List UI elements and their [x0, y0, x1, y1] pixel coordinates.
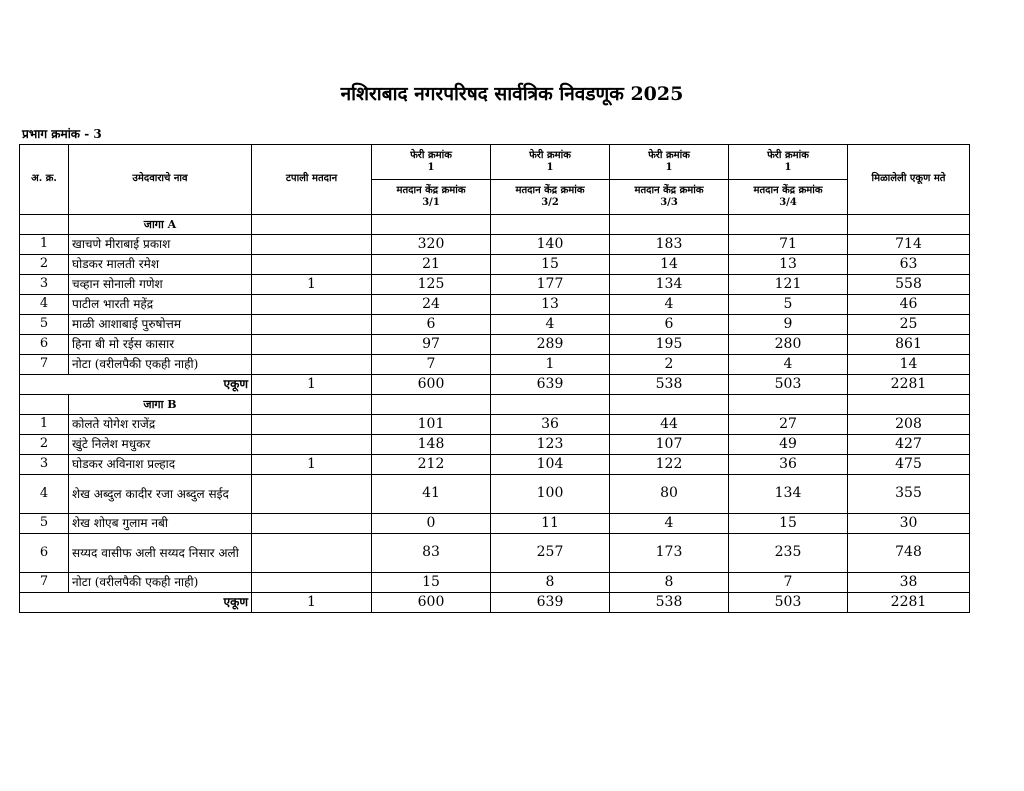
- booth-votes-4: 280: [729, 335, 848, 355]
- section-row: [20, 395, 970, 415]
- booth-total-1: 600: [372, 375, 491, 395]
- booth-votes-1: 320: [372, 235, 491, 255]
- table-row: [20, 255, 970, 275]
- table-row: [20, 415, 970, 435]
- booth-total-2: 639: [491, 375, 610, 395]
- booth-votes-1: 212: [372, 455, 491, 475]
- header-total: मिळालेली एकूण मते: [848, 145, 970, 215]
- booth-votes-2: 289: [491, 335, 610, 355]
- table-row: [20, 315, 970, 335]
- postal-votes: [252, 295, 372, 315]
- booth-votes-3: 107: [610, 435, 729, 455]
- booth-total-4: 503: [729, 593, 848, 613]
- booth-total-3: 538: [610, 375, 729, 395]
- booth-votes-3: 2: [610, 355, 729, 375]
- empty-cell: [252, 395, 372, 415]
- booth-votes-2: 15: [491, 255, 610, 275]
- booth-total-4: 503: [729, 375, 848, 395]
- empty-cell: [372, 215, 491, 235]
- total-row: [20, 593, 970, 613]
- booth-votes-1: 97: [372, 335, 491, 355]
- booth-votes-2: 36: [491, 415, 610, 435]
- total-votes: 25: [848, 315, 970, 335]
- section-label: जागा A: [69, 215, 252, 235]
- sr-cell: 4: [20, 295, 69, 315]
- section-row: [20, 215, 970, 235]
- booth-total-1: 600: [372, 593, 491, 613]
- booth-total-3: 538: [610, 593, 729, 613]
- booth-votes-2: 104: [491, 455, 610, 475]
- postal-votes: [252, 355, 372, 375]
- sr-cell: 6: [20, 335, 69, 355]
- empty-cell: [372, 395, 491, 415]
- booth-votes-1: 83: [372, 534, 491, 573]
- page-title: नशिराबाद नगरपरिषद सार्वत्रिक निवडणूक 2025: [340, 83, 684, 105]
- postal-votes: [252, 435, 372, 455]
- total-label: एकूण: [20, 375, 252, 395]
- total-votes: 714: [848, 235, 970, 255]
- postal-total: 1: [252, 375, 372, 395]
- postal-votes: [252, 415, 372, 435]
- header-sr: अ. क्र.: [20, 145, 69, 215]
- booth-votes-3: 80: [610, 475, 729, 514]
- booth-votes-2: 4: [491, 315, 610, 335]
- empty-cell: [610, 215, 729, 235]
- booth-votes-3: 122: [610, 455, 729, 475]
- table-row: [20, 455, 970, 475]
- booth-votes-4: 49: [729, 435, 848, 455]
- total-votes: 14: [848, 355, 970, 375]
- booth-votes-4: 7: [729, 573, 848, 593]
- header-booth-3: मतदान केंद्र क्रमांक 3/3: [610, 180, 729, 215]
- header-round-1: फेरी क्रमांक 1: [372, 145, 491, 180]
- booth-votes-1: 24: [372, 295, 491, 315]
- booth-votes-3: 195: [610, 335, 729, 355]
- booth-votes-3: 8: [610, 573, 729, 593]
- booth-votes-2: 1: [491, 355, 610, 375]
- booth-votes-1: 21: [372, 255, 491, 275]
- postal-votes: [252, 573, 372, 593]
- booth-total-2: 639: [491, 593, 610, 613]
- empty-cell: [491, 395, 610, 415]
- booth-votes-1: 148: [372, 435, 491, 455]
- candidate-name: सय्यद वासीफ अली सय्यद निसार अली: [69, 534, 252, 573]
- booth-votes-1: 7: [372, 355, 491, 375]
- total-votes: 558: [848, 275, 970, 295]
- table-row: [20, 475, 970, 514]
- header-name: उमेदवाराचे नाव: [69, 145, 252, 215]
- booth-votes-2: 257: [491, 534, 610, 573]
- postal-votes: [252, 255, 372, 275]
- booth-votes-3: 4: [610, 295, 729, 315]
- header-round-2: फेरी क्रमांक 1: [491, 145, 610, 180]
- booth-votes-4: 134: [729, 475, 848, 514]
- candidate-name: चव्हान सोनाली गणेश: [69, 275, 252, 295]
- candidate-name: खाचणे मीराबाई प्रकाश: [69, 235, 252, 255]
- candidate-name: शेख अब्दुल कादीर रजा अब्दुल सईद: [69, 475, 252, 514]
- booth-votes-1: 125: [372, 275, 491, 295]
- sr-cell: 7: [20, 573, 69, 593]
- booth-votes-2: 100: [491, 475, 610, 514]
- postal-votes: [252, 235, 372, 255]
- postal-votes: 1: [252, 275, 372, 295]
- booth-votes-3: 4: [610, 514, 729, 534]
- candidate-name: हिना बी मो रईस कासार: [69, 335, 252, 355]
- booth-votes-3: 44: [610, 415, 729, 435]
- booth-votes-1: 6: [372, 315, 491, 335]
- total-votes: 38: [848, 573, 970, 593]
- table-row: [20, 573, 970, 593]
- results-body: [20, 215, 970, 613]
- header-booth-2: मतदान केंद्र क्रमांक 3/2: [491, 180, 610, 215]
- booth-votes-4: 15: [729, 514, 848, 534]
- candidate-name: शेख शोएब गुलाम नबी: [69, 514, 252, 534]
- booth-votes-4: 13: [729, 255, 848, 275]
- sr-cell: 1: [20, 415, 69, 435]
- booth-votes-2: 140: [491, 235, 610, 255]
- total-votes: 861: [848, 335, 970, 355]
- empty-cell: [252, 215, 372, 235]
- booth-votes-1: 15: [372, 573, 491, 593]
- table-row: [20, 335, 970, 355]
- sr-cell: 2: [20, 435, 69, 455]
- candidate-name: खुंटे निलेश मधुकर: [69, 435, 252, 455]
- candidate-name: कोलते योगेश राजेंद्र: [69, 415, 252, 435]
- header-postal: टपाली मतदान: [252, 145, 372, 215]
- empty-cell: [20, 395, 69, 415]
- booth-votes-3: 14: [610, 255, 729, 275]
- booth-votes-1: 0: [372, 514, 491, 534]
- sr-cell: 6: [20, 534, 69, 573]
- header-booth-4: मतदान केंद्र क्रमांक 3/4: [729, 180, 848, 215]
- postal-total: 1: [252, 593, 372, 613]
- booth-votes-2: 8: [491, 573, 610, 593]
- booth-votes-4: 4: [729, 355, 848, 375]
- sr-cell: 3: [20, 275, 69, 295]
- sr-cell: 5: [20, 514, 69, 534]
- table-row: [20, 295, 970, 315]
- total-votes: 475: [848, 455, 970, 475]
- empty-cell: [729, 215, 848, 235]
- sr-cell: 2: [20, 255, 69, 275]
- sr-cell: 7: [20, 355, 69, 375]
- sr-cell: 4: [20, 475, 69, 514]
- candidate-name: नोटा (वरीलपैकी एकही नाही): [69, 355, 252, 375]
- header-round-4: फेरी क्रमांक 1: [729, 145, 848, 180]
- total-votes: 208: [848, 415, 970, 435]
- booth-votes-4: 5: [729, 295, 848, 315]
- total-votes: 30: [848, 514, 970, 534]
- empty-cell: [729, 395, 848, 415]
- booth-votes-2: 177: [491, 275, 610, 295]
- booth-votes-4: 71: [729, 235, 848, 255]
- empty-cell: [610, 395, 729, 415]
- header-round-3: फेरी क्रमांक 1: [610, 145, 729, 180]
- booth-votes-3: 173: [610, 534, 729, 573]
- booth-votes-3: 183: [610, 235, 729, 255]
- table-row: [20, 235, 970, 255]
- candidate-name: घोडकर मालती रमेश: [69, 255, 252, 275]
- postal-votes: [252, 335, 372, 355]
- booth-votes-4: 9: [729, 315, 848, 335]
- total-votes: 63: [848, 255, 970, 275]
- candidate-name: नोटा (वरीलपैकी एकही नाही): [69, 573, 252, 593]
- postal-votes: [252, 315, 372, 335]
- empty-cell: [20, 215, 69, 235]
- table-row: [20, 355, 970, 375]
- booth-votes-2: 13: [491, 295, 610, 315]
- grand-total: 2281: [848, 375, 970, 395]
- total-votes: 46: [848, 295, 970, 315]
- header-booth-1: मतदान केंद्र क्रमांक 3/1: [372, 180, 491, 215]
- total-votes: 355: [848, 475, 970, 514]
- postal-votes: [252, 534, 372, 573]
- grand-total: 2281: [848, 593, 970, 613]
- section-label: जागा B: [69, 395, 252, 415]
- total-votes: 427: [848, 435, 970, 455]
- sr-cell: 5: [20, 315, 69, 335]
- total-label: एकूण: [20, 593, 252, 613]
- sr-cell: 3: [20, 455, 69, 475]
- booth-votes-1: 41: [372, 475, 491, 514]
- candidate-name: माळी आशाबाई पुरुषोत्तम: [69, 315, 252, 335]
- booth-votes-4: 235: [729, 534, 848, 573]
- booth-votes-4: 27: [729, 415, 848, 435]
- table-row: [20, 435, 970, 455]
- booth-votes-2: 123: [491, 435, 610, 455]
- table-row: [20, 275, 970, 295]
- booth-votes-4: 36: [729, 455, 848, 475]
- total-votes: 748: [848, 534, 970, 573]
- empty-cell: [848, 215, 970, 235]
- sr-cell: 1: [20, 235, 69, 255]
- table-row: [20, 514, 970, 534]
- postal-votes: 1: [252, 455, 372, 475]
- ward-label: प्रभाग क्रमांक - 3: [22, 127, 102, 141]
- postal-votes: [252, 475, 372, 514]
- candidate-name: घोडकर अविनाश प्रल्हाद: [69, 455, 252, 475]
- booth-votes-3: 134: [610, 275, 729, 295]
- empty-cell: [491, 215, 610, 235]
- total-row: [20, 375, 970, 395]
- table-row: [20, 534, 970, 573]
- postal-votes: [252, 514, 372, 534]
- candidate-name: पाटील भारती महेंद्र: [69, 295, 252, 315]
- booth-votes-1: 101: [372, 415, 491, 435]
- empty-cell: [848, 395, 970, 415]
- results-table: [19, 144, 970, 613]
- booth-votes-3: 6: [610, 315, 729, 335]
- booth-votes-4: 121: [729, 275, 848, 295]
- booth-votes-2: 11: [491, 514, 610, 534]
